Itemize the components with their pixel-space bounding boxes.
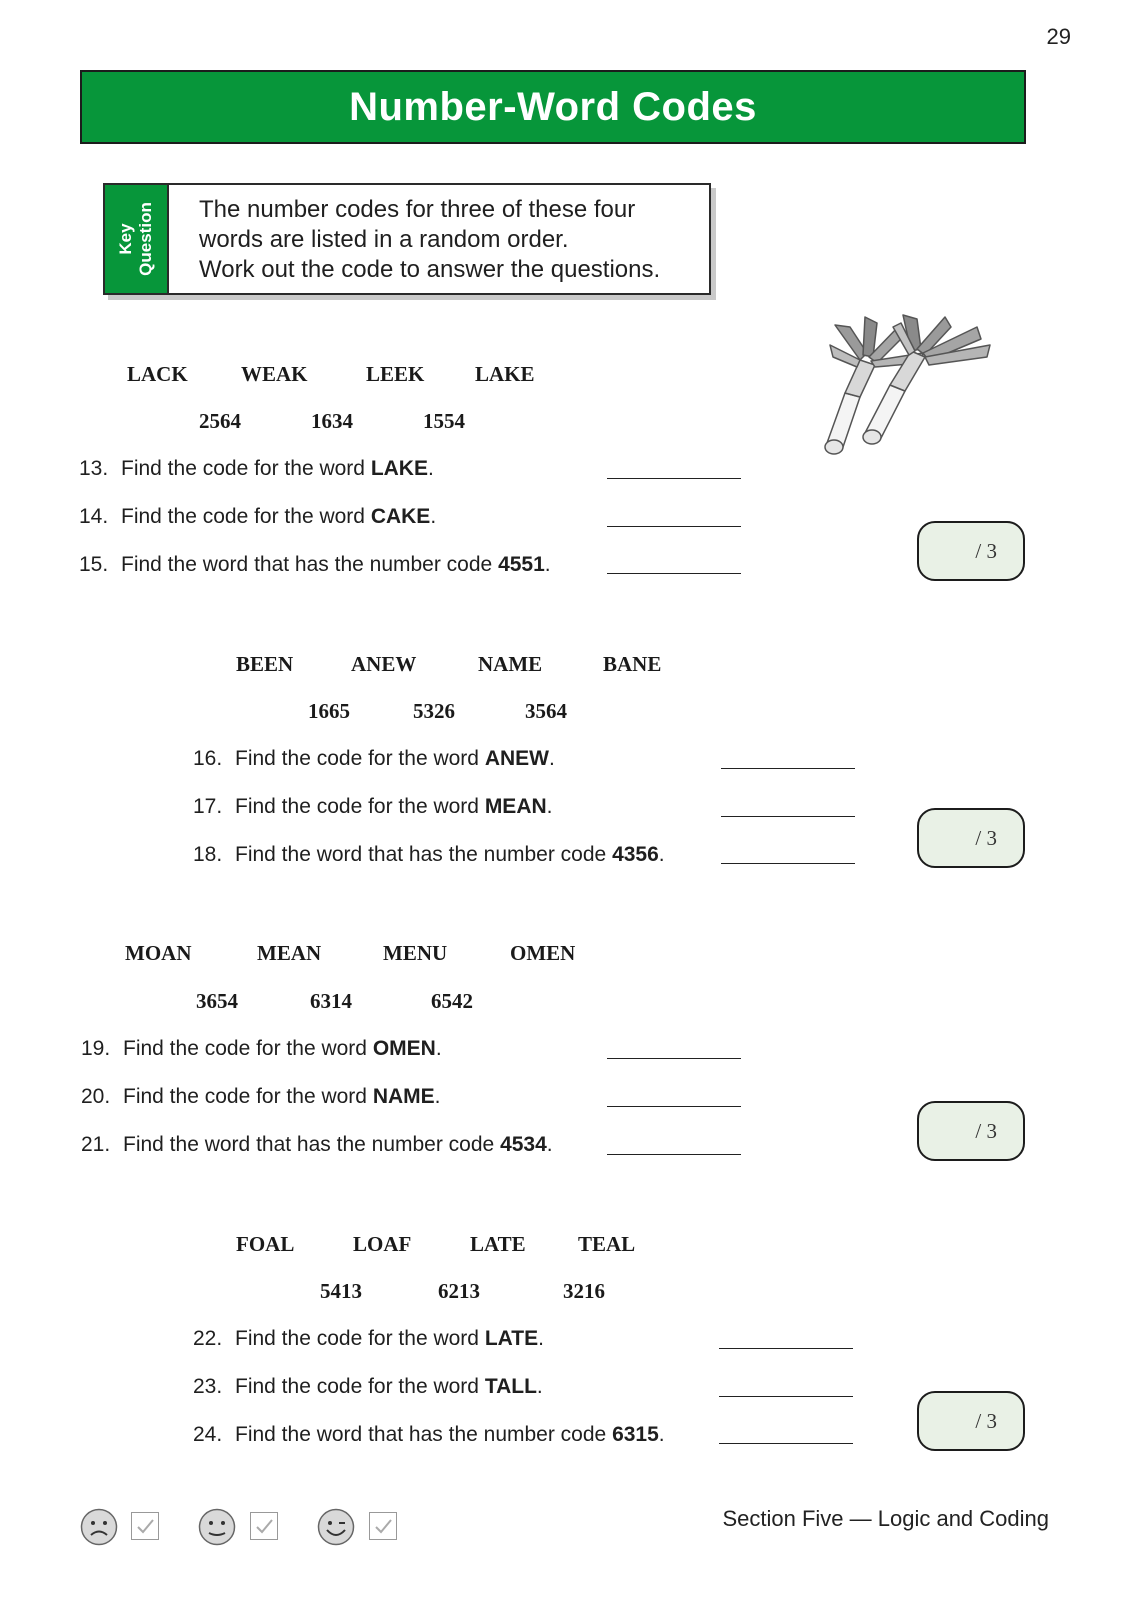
answer-line[interactable]	[721, 816, 855, 817]
page-title: Number-Word Codes	[349, 84, 757, 129]
number-code: 6314	[310, 989, 352, 1013]
question-row: 17. Find the code for the word MEAN.	[193, 795, 553, 818]
word-option: LACK	[127, 362, 188, 386]
number-code: 3216	[563, 1279, 605, 1303]
score-box[interactable]: / 3	[917, 1101, 1025, 1161]
question-row: 18. Find the word that has the number code 4356.	[193, 843, 665, 866]
page-number: 29	[1046, 24, 1071, 49]
answer-line[interactable]	[607, 526, 741, 527]
key-question-text	[169, 185, 660, 293]
word-option: TEAL	[578, 1232, 636, 1256]
word-option: LATE	[470, 1232, 526, 1256]
answer-line[interactable]	[607, 1106, 741, 1107]
happy-face-icon	[317, 1508, 355, 1546]
number-code: 2564	[199, 409, 241, 433]
score-box[interactable]: / 3	[917, 521, 1025, 581]
word-option: ANEW	[351, 652, 417, 676]
question-row: 13. Find the code for the word LAKE.	[79, 457, 434, 480]
word-option: NAME	[478, 652, 543, 676]
answer-line[interactable]	[607, 478, 741, 479]
key-question-box	[103, 183, 711, 295]
question-row: 21. Find the word that has the number code 4534.	[81, 1133, 553, 1156]
word-option: MENU	[383, 941, 448, 965]
key-question-line: The number codes for three of these four	[199, 196, 636, 223]
number-code: 3564	[525, 699, 567, 723]
sad-face-icon	[80, 1508, 118, 1546]
number-code: 1634	[311, 409, 353, 433]
number-code: 6213	[438, 1279, 480, 1303]
word-option: LAKE	[475, 362, 535, 386]
number-code: 1665	[308, 699, 350, 723]
question-row: 14. Find the code for the word CAKE.	[79, 505, 437, 528]
leek-illustration	[805, 305, 1005, 470]
question-row: 22. Find the code for the word LATE.	[193, 1327, 544, 1350]
tick-box[interactable]	[131, 1512, 159, 1540]
word-option: LEEK	[366, 362, 425, 386]
tick-box[interactable]	[250, 1512, 278, 1540]
number-code: 6542	[431, 989, 473, 1013]
check-icon	[372, 1515, 394, 1537]
section-footer: Section Five — Logic and Coding	[722, 1506, 1049, 1531]
key-question-line: words are listed in a random order.	[199, 226, 569, 253]
answer-line[interactable]	[607, 573, 741, 574]
answer-line[interactable]	[607, 1058, 741, 1059]
answer-line[interactable]	[721, 863, 855, 864]
word-option: MEAN	[257, 941, 322, 965]
key-question-tab	[105, 185, 169, 293]
answer-line[interactable]	[719, 1348, 853, 1349]
key-question-label: Key Question	[116, 202, 155, 276]
question-row: 24. Find the word that has the number code 6315.	[193, 1423, 665, 1446]
question-row: 19. Find the code for the word OMEN.	[81, 1037, 442, 1060]
check-icon	[134, 1515, 156, 1537]
title-banner	[80, 70, 1026, 144]
score-box[interactable]: / 3	[917, 1391, 1025, 1451]
score-box[interactable]: / 3	[917, 808, 1025, 868]
question-row: 20. Find the code for the word NAME.	[81, 1085, 441, 1108]
question-row: 15. Find the word that has the number code 4551.	[79, 553, 551, 576]
question-row: 16. Find the code for the word ANEW.	[193, 747, 555, 770]
tick-box[interactable]	[369, 1512, 397, 1540]
word-option: FOAL	[236, 1232, 295, 1256]
number-code: 1554	[423, 409, 465, 433]
word-option: OMEN	[510, 941, 576, 965]
answer-line[interactable]	[721, 768, 855, 769]
word-option: BANE	[603, 652, 662, 676]
answer-line[interactable]	[607, 1154, 741, 1155]
neutral-face-icon	[198, 1508, 236, 1546]
key-question-line: Work out the code to answer the questions.	[199, 256, 661, 283]
number-code: 5413	[320, 1279, 362, 1303]
word-option: LOAF	[353, 1232, 412, 1256]
answer-line[interactable]	[719, 1443, 853, 1444]
word-option: BEEN	[236, 652, 294, 676]
word-option: MOAN	[125, 941, 192, 965]
number-code: 3654	[196, 989, 238, 1013]
word-option: WEAK	[241, 362, 308, 386]
check-icon	[253, 1515, 275, 1537]
number-code: 5326	[413, 699, 455, 723]
question-row: 23. Find the code for the word TALL.	[193, 1375, 543, 1398]
answer-line[interactable]	[719, 1396, 853, 1397]
